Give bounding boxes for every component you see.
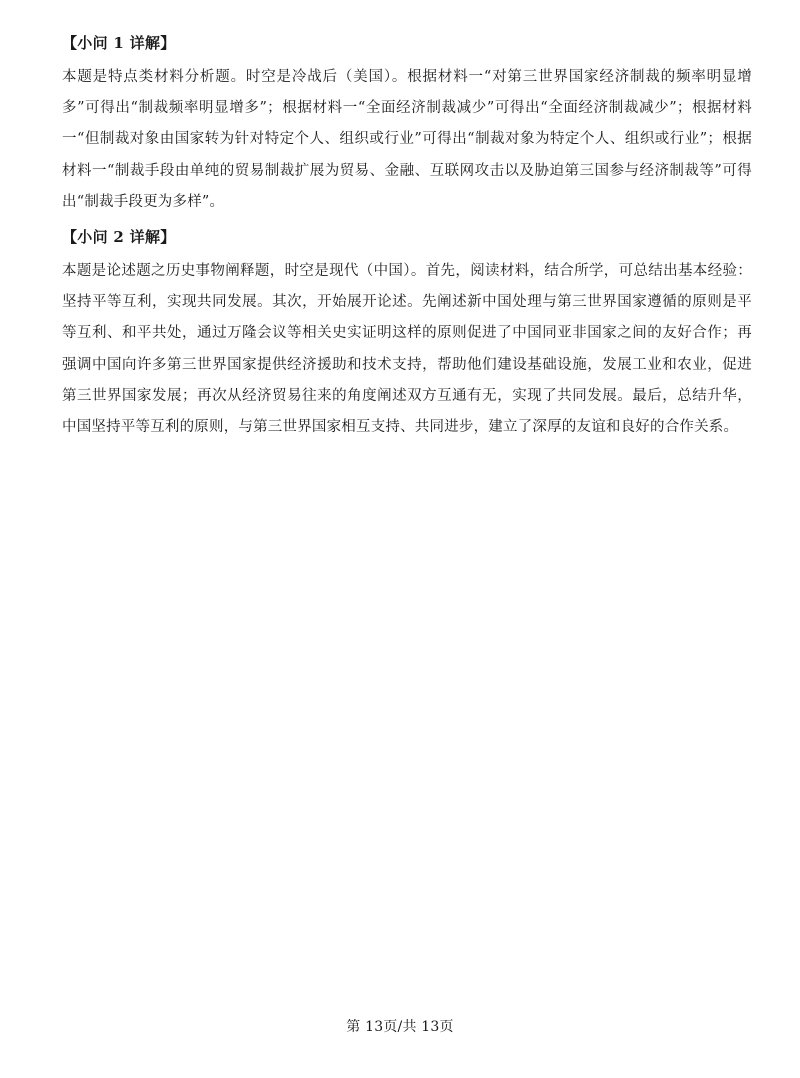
section-question-2 xyxy=(62,226,752,443)
section-body-question-1: 本题是特点类材料分析题。时空是冷战后（美国）。根据材料一“对第三世界国家经济制裁的频率明显增多”可得出“制裁频率明显增多”；根据材料一“全面经济制裁减少”可得出“全面经济制裁减少”；根据材料一“但制裁对象由国家转为针对特定个人、组织或行业”可得出“制裁对象为特定个人、组织或行业”；根据材料一“制裁手段由单纯的贸易制裁扩展为贸易、金融、互联网攻击以及胁迫第三国参与经济制裁等”可得出“制裁手段更为多样”。 xyxy=(62,69,752,210)
section-heading-question-2: 【小问 2 详解】 xyxy=(62,228,176,247)
page-number-footer: 第 13页/共 13页 xyxy=(346,1019,454,1035)
section-body-question-2: 本题是论述题之历史事物阐释题，时空是现代（中国）。首先，阅读材料，结合所学，可总结出基本经验：坚持平等互利，实现共同发展。其次，开始展开论述。先阐述新中国处理与第三世界国家遵循的原则是平等互利、和平共处，通过万隆会议等相关史实证明这样的原则促进了中国同亚非国家之间的友好合作；再强调中国向许多第三世界国家提供经济援助和技术支持，帮助他们建设基础设施，发展工业和农业，促进第三世界国家发展；再次从经济贸易往来的角度阐述双方互通有无，实现了共同发展。最后，总结升华，中国坚持平等互利的原则，与第三世界国家相互支持、共同进步，建立了深厚的友谊和良好的合作关系。 xyxy=(62,263,752,436)
section-gap xyxy=(62,218,752,226)
section-question-1 xyxy=(62,32,752,218)
section-heading-question-1: 【小问 1 详解】 xyxy=(62,34,176,52)
answer-content xyxy=(62,32,752,443)
